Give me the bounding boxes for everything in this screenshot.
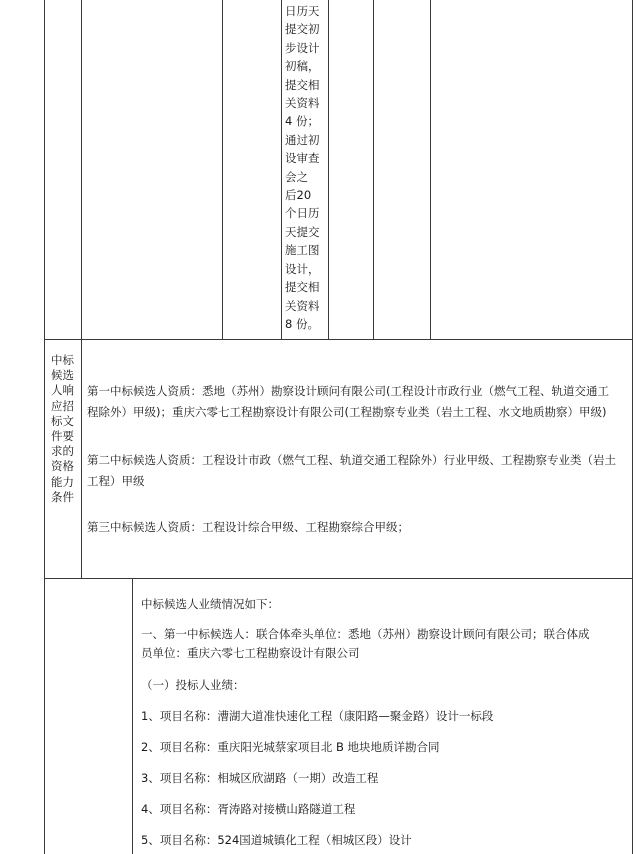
project-item: 2、项目名称：重庆阳光城蔡家项目北 B 地块地质详勘合同	[141, 740, 440, 754]
col-divider-5	[373, 0, 374, 339]
candidate-1-qualification	[87, 381, 627, 423]
schedule-line: 通过初	[285, 132, 320, 147]
label-line: 中标	[51, 353, 74, 367]
col-divider-6	[430, 0, 431, 339]
schedule-line: 个日历	[285, 206, 320, 221]
table-border-right	[632, 0, 633, 854]
qualification-line: 工程）甲级	[87, 474, 145, 488]
table-border-left	[44, 0, 45, 854]
label-line: 候选	[51, 368, 74, 383]
schedule-line: 提交相	[285, 77, 320, 92]
project-item: 3、项目名称：相城区欣湖路（一期）改造工程	[141, 771, 379, 785]
schedule-line: 天提交	[285, 224, 320, 239]
performance-intro: 中标候选人业绩情况如下：	[141, 597, 279, 611]
schedule-line: 日历天	[285, 4, 320, 18]
project-item: 4、项目名称：胥涛路对接横山路隧道工程	[141, 802, 356, 816]
schedule-line: 会之	[285, 169, 308, 184]
label-line: 件要	[51, 429, 74, 444]
label-line: 标文	[51, 413, 74, 428]
label-line: 资格	[51, 459, 74, 474]
bidder-performance-heading: （一）投标人业绩：	[141, 678, 245, 692]
schedule-line: 提交相	[285, 280, 320, 295]
schedule-line: 关资料	[285, 96, 320, 111]
schedule-line: 提交初	[285, 22, 320, 37]
schedule-line: 步设计	[285, 40, 320, 55]
schedule-cell	[285, 2, 329, 333]
label-line: 能力	[51, 474, 74, 489]
schedule-line: 施工图	[285, 243, 320, 258]
candidate-2-qualification	[87, 450, 627, 492]
row-separator-1	[44, 339, 633, 340]
schedule-line: 初稿，	[285, 59, 320, 74]
qualification-line: 第一中标候选人资质：悉地（苏州）勘察设计顾问有限公司(工程设计市政行业（燃气工程、轨道交通工	[87, 384, 609, 398]
first-candidate-line: 一、第一中标候选人：联合体牵头单位：悉地（苏州）勘察设计顾问有限公司；联合体成	[141, 627, 590, 641]
qualification-label	[51, 353, 75, 505]
qualification-line: 程除外）甲级)；重庆六零七工程勘察设计有限公司(工程勘察专业类（岩土工程、水文地质勘察）甲级)	[87, 405, 607, 419]
label-line: 求的	[51, 444, 74, 459]
label-line: 条件	[51, 489, 74, 504]
qualification-line: 第二中标候选人资质：工程设计市政（燃气工程、轨道交通工程除外）行业甲级、工程勘察专业类（岩土	[87, 453, 616, 467]
col-divider-2	[222, 0, 223, 339]
schedule-line: 后20	[285, 188, 312, 203]
qualification-line: 第三中标候选人资质：工程设计综合甲级、工程勘察综合甲级；	[87, 520, 409, 534]
first-candidate-line: 员单位：重庆六零七工程勘察设计有限公司	[141, 646, 360, 660]
label-line: 应招	[51, 398, 74, 413]
schedule-line: 4 份；	[285, 114, 319, 129]
schedule-line: 设审查	[285, 151, 320, 166]
performance-label-divider	[132, 578, 133, 854]
qualification-label-divider	[81, 339, 82, 578]
label-line: 人响	[51, 383, 74, 398]
col-divider-1	[81, 0, 82, 339]
project-item: 1、项目名称：漕湖大道准快速化工程（康阳路—聚金路）设计一标段	[141, 709, 494, 723]
schedule-line: 关资料	[285, 298, 320, 313]
schedule-line: 设计，	[285, 261, 320, 276]
col-divider-3	[281, 0, 282, 339]
project-item: 5、项目名称：524国道城镇化工程（相城区段）设计	[141, 833, 412, 847]
schedule-line: 8 份。	[285, 316, 319, 331]
candidate-3-qualification	[87, 517, 627, 538]
